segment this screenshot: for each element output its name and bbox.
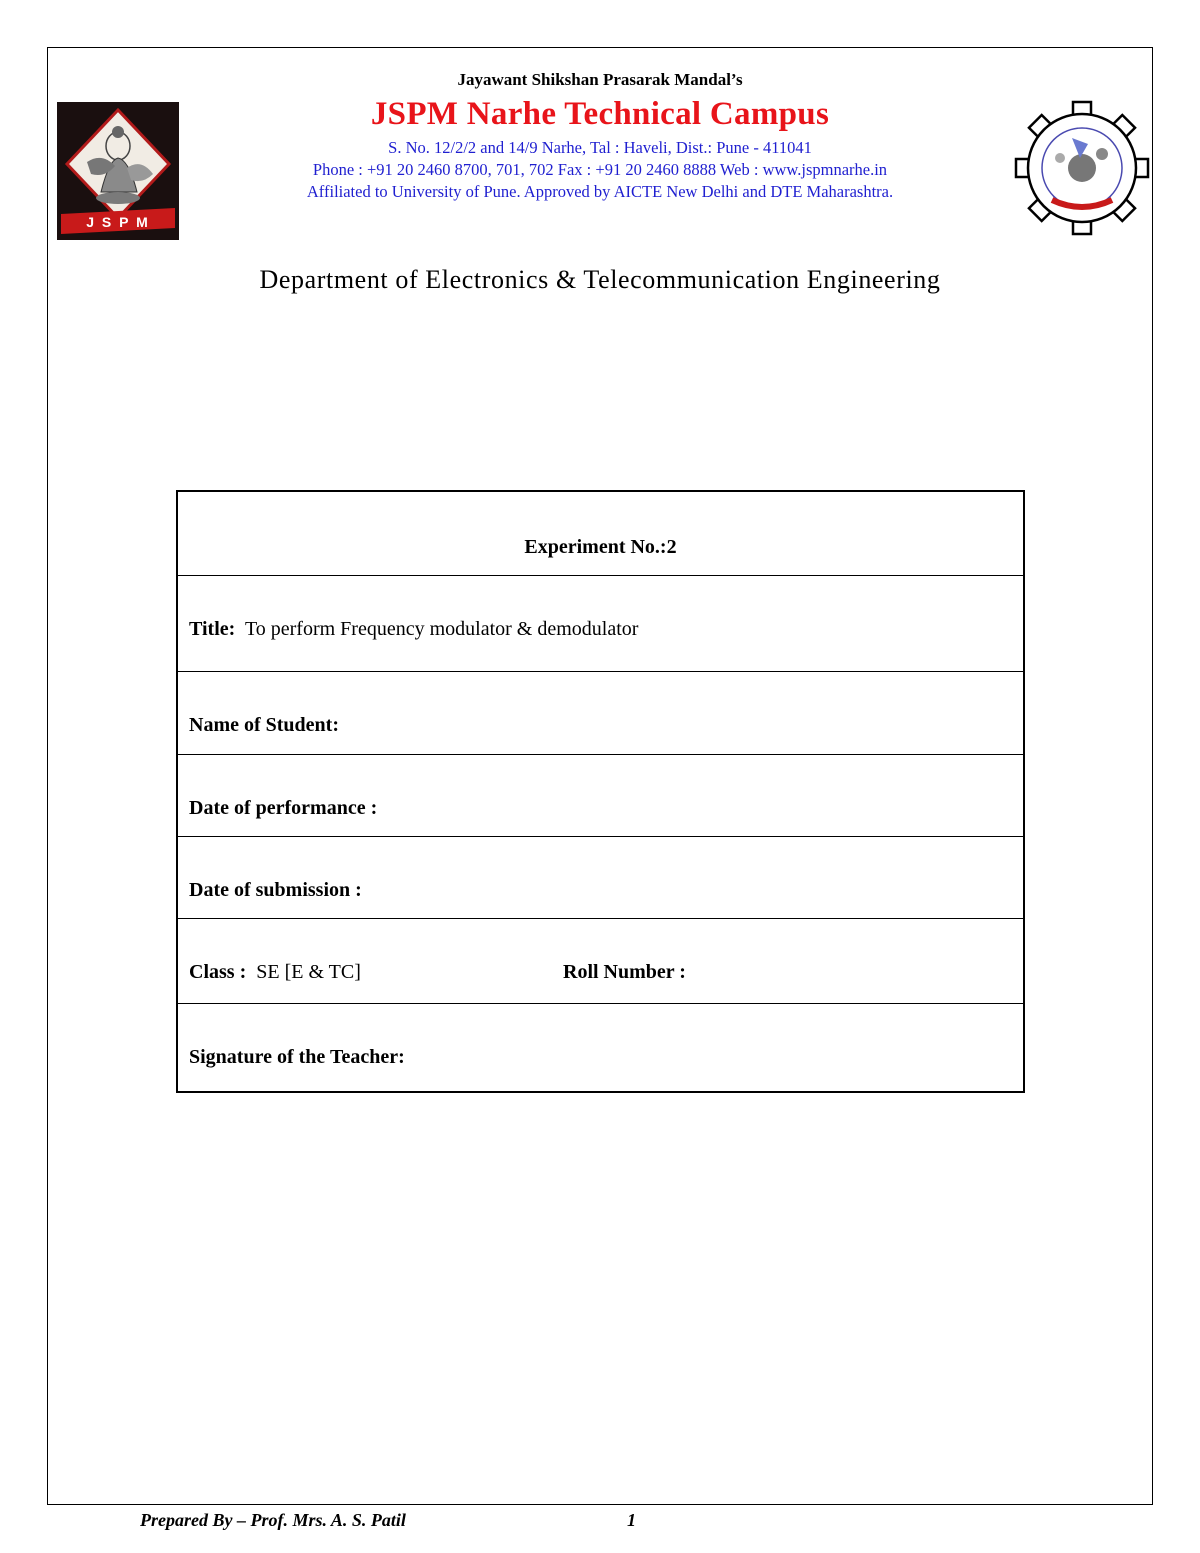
jspm-logo-text: J S P M xyxy=(86,214,150,230)
signature-row xyxy=(178,1004,1023,1091)
performance-date-row xyxy=(178,755,1023,837)
page-number: 1 xyxy=(627,1510,636,1530)
campus-affiliation: Affiliated to University of Pune. Approved by AICTE New Delhi and DTE Maharashtra. xyxy=(306,182,894,201)
experiment-row xyxy=(178,492,1023,576)
campus-address: S. No. 12/2/2 and 14/9 Narhe, Tal : Haveli, Dist.: Pune - 411041 xyxy=(388,138,812,157)
campus-name: JSPM Narhe Technical Campus xyxy=(370,96,830,132)
experiment-number: Experiment No.:2 xyxy=(524,536,677,558)
class-roll-row xyxy=(178,919,1023,1004)
submission-date-row xyxy=(178,837,1023,919)
title-value: To perform Frequency modulator & demodulator xyxy=(244,618,639,640)
performance-date-label: Date of performance : xyxy=(189,797,378,819)
title-label: Title: xyxy=(189,618,236,640)
title-row xyxy=(178,576,1023,672)
student-name-row xyxy=(178,672,1023,755)
teacher-signature-label: Signature of the Teacher: xyxy=(189,1046,405,1068)
student-name-label: Name of Student: xyxy=(189,714,339,736)
experiment-info-table xyxy=(176,490,1025,1093)
class-value: SE [E & TC] xyxy=(256,961,361,983)
department-title: Department of Electronics & Telecommunication Engineering xyxy=(259,265,941,294)
roll-number-label: Roll Number : xyxy=(563,961,686,983)
submission-date-label: Date of submission : xyxy=(189,879,362,901)
class-label: Class : xyxy=(189,961,247,983)
prepared-by: Prepared By – Prof. Mrs. A. S. Patil xyxy=(140,1510,406,1530)
trust-name: Jayawant Shikshan Prasarak Mandal’s xyxy=(457,70,743,89)
campus-contact: Phone : +91 20 2460 8700, 701, 702 Fax : +91 20 2460 8888 Web : www.jspmnarhe.in xyxy=(312,160,888,179)
